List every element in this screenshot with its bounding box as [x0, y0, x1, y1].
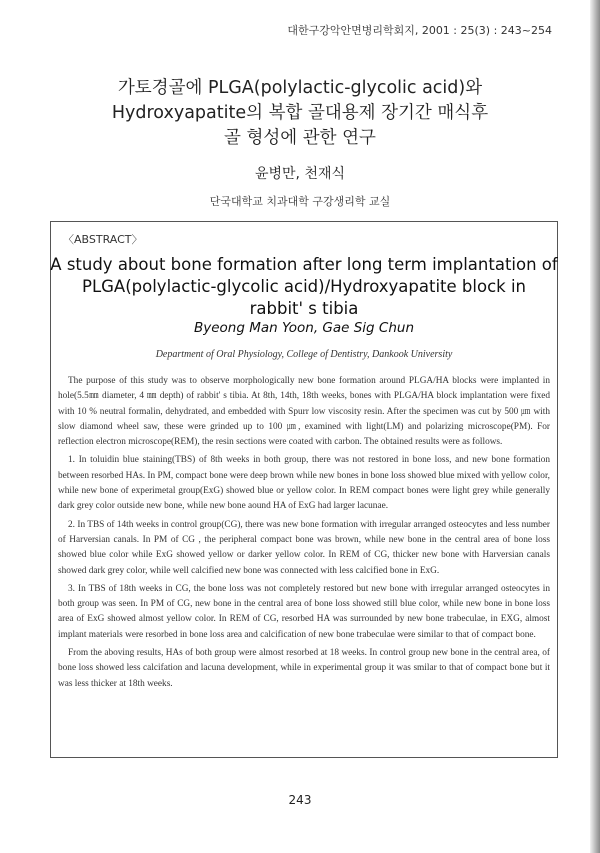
abstract-paragraph: The purpose of this study was to observe morphologically new bone formation around PLGA/HA blocks were implanted in hole(5.5㎜ diameter, 4 ㎜ depth) of rabbit' s tibia. At 8th, 14th, 18th weeks, bones with PLGA/HA block implantation were fixed with 10 % neutral formalin, dehydrated, and embedded with Spurr low viscosity resin. After the specimen was cut by 500 ㎛ with slow diamond wheel saw, these were grinded up to 100 ㎛, examined with light(LM) and polarizing microscope(PM). For reflection electron microscope(REM), the resin sections were coated with carbon. The obtained results were as follows. [58, 376, 550, 448]
journal-reference: 대한구강악안면병리학회지, 2001 : 25(3) : 243~254 [287, 24, 552, 37]
english-title-line: PLGA(polylactic-glycolic acid)/Hydroxyapatite block in [82, 277, 526, 296]
abstract-paragraph: From the aboving results, HAs of both group were almost resorbed at 18 weeks. In control group new bone in the central area, of bone loss showed less calcifation and lacuna development, while in experimental group it was smilar to that of compact bone but it was less thicker at 18th weeks. [58, 648, 550, 689]
english-title-line: A study about bone formation after long term implantation of [50, 255, 558, 274]
korean-title-line: 가토경골에 PLGA(polylactic-glycolic acid)와 [117, 78, 483, 98]
korean-affiliation: 단국대학교 치과대학 구강생리학 교실 [209, 195, 391, 208]
english-authors: Byeong Man Yoon, Gae Sig Chun [193, 320, 415, 336]
korean-authors: 윤병만, 천재식 [254, 166, 346, 182]
korean-title [0, 76, 600, 151]
page-number: 243 [288, 793, 312, 807]
english-title-line: rabbit' s tibia [249, 299, 359, 318]
english-title [50, 254, 558, 320]
abstract-paragraph: 3. In TBS of 18th weeks in CG, the bone loss was not completely restored but new bone with irregular arranged osteocytes in both group was seen. In PM of CG, new bone in the central area of bone loss showed still blue color, while new bone in bone loss area of ExG showed almost yellow color. In REM of CG, resorbed HA was surrounded by new bone trabeculae, in EXG, almost implant materials were resorbed in bone loss area and calcification of new bone trabeculae were similar to that of compact bone. [58, 583, 550, 640]
english-affiliation: Department of Oral Physiology, College of Dentistry, Dankook University [155, 349, 453, 360]
korean-title-line: Hydroxyapatite의 복합 골대용제 장기간 매식후 [111, 103, 489, 123]
korean-title-line: 골 형성에 관한 연구 [224, 128, 376, 148]
abstract-paragraph: 1. In toluidin blue staining(TBS) of 8th weeks in both group, there was not restored in bone loss, and new bone formation between resorbed HAs. In PM, compact bone were deep brown while new bones in bone loss showed blue mixed with yellow color, while new bone of experimetal group(ExG) showed blue or yellow color. In REM compact bones were light grey while generally dark grey color outside new bone, while new bone aound HA of ExG had larger lacunae. [58, 455, 550, 512]
abstract-body [58, 374, 550, 695]
abstract-paragraph: 2. In TBS of 14th weeks in control group(CG), there was new bone formation with irregular arranged osteocytes and less number of Harversian canals. In PM of CG , the peripheral compact bone was brown, while new bone in the central area of bone loss showed blue color while ExG showed yellow or darker yellow color. In REM of CG, thicker new bone with Harversian canals showed dark grey color, while well calcified new bone was connected with less calcified bone in ExG. [58, 519, 550, 576]
abstract-label: 〈ABSTRACT〉 [63, 233, 143, 246]
